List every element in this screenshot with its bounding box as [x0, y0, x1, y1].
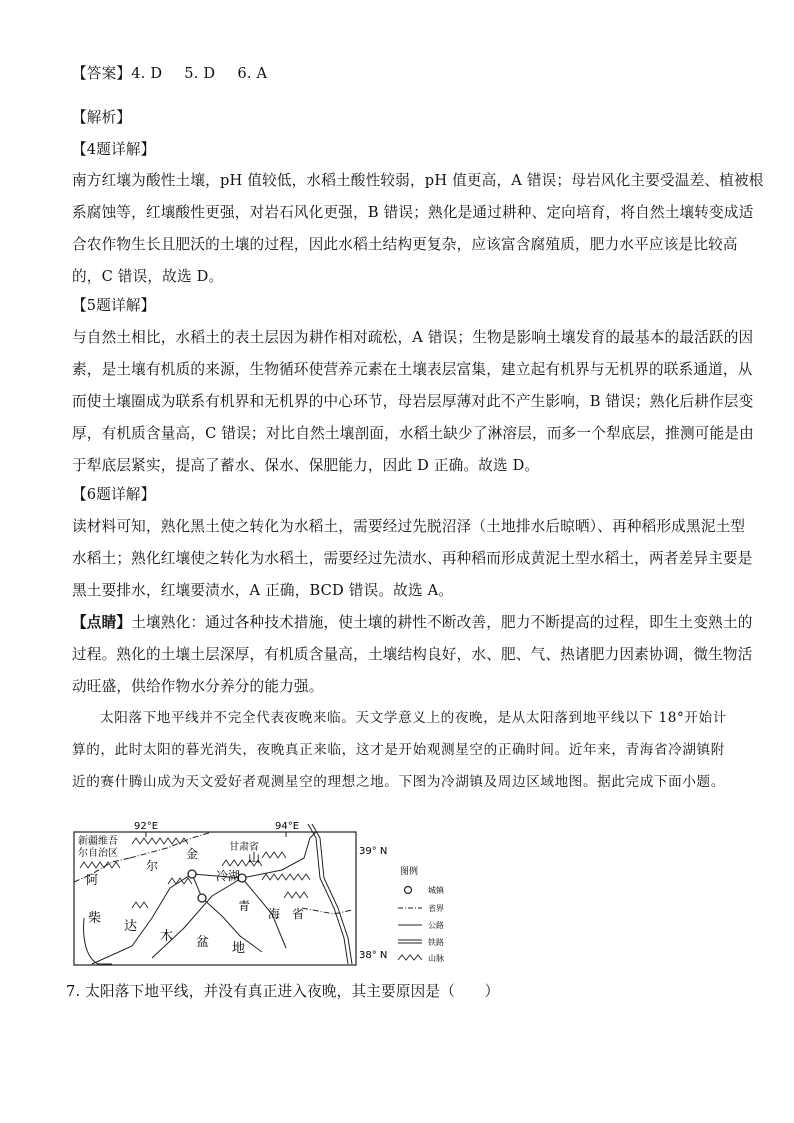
label-pen: 盆	[196, 935, 210, 950]
label-hai: 海	[268, 907, 281, 921]
label-qing: 青	[238, 899, 251, 913]
legend-rail: 铁路	[428, 938, 444, 947]
q5-line-1: 与自然土相比，水稻土的表土层因为耕作相对疏松，A 错误；生物是影响土壤发育的最基本的最活跃的因	[72, 329, 754, 346]
tip-line-3: 动旺盛，供给作物水分养分的能力强。	[72, 678, 324, 695]
label-94e: 94°E	[275, 821, 300, 832]
label-lenghu: 冷湖	[216, 869, 241, 883]
tip-title: 【点睛】	[72, 614, 132, 631]
legend-border: 省界	[428, 904, 444, 913]
lenghu-region-map	[72, 818, 472, 970]
label-shan: 山	[248, 851, 261, 865]
province-border-west	[74, 858, 130, 882]
q5-title: 【5题详解】	[72, 297, 156, 314]
answer-q4: 4. D	[131, 65, 163, 82]
label-92e: 92°E	[134, 821, 159, 832]
legend-road: 公路	[428, 921, 444, 930]
label-mu: 木	[160, 929, 174, 944]
label-xinjiang-2: 尔自治区	[78, 848, 118, 859]
legend-mountain: 山脉	[428, 954, 444, 963]
q5-line-4: 厚，有机质含量高，C 错误；对比自然土壤剖面，水稻土缺少了淋溶层，而多一个犁底层，推测可能是由	[72, 425, 754, 442]
q5-line-2: 素，是土壤有机质的来源，生物循环使营养元素在土壤表层富集，建立起有机界与无机界的联系通道，从	[72, 361, 753, 378]
label-39n: 39° N	[359, 846, 388, 857]
analysis-title: 【解析】	[72, 109, 132, 126]
answer-tag: 【答案】	[72, 65, 132, 82]
q4-line-4: 的，C 错误，故选 D。	[72, 268, 224, 285]
question-7: 7. 太阳落下地平线，并没有真正进入夜晚，其主要原因是（ ）	[66, 983, 500, 1000]
q6-title: 【6题详解】	[72, 486, 156, 503]
label-jin: 金	[186, 847, 199, 861]
q6-line-1: 读材料可知，熟化黑土使之转化为水稻土，需要经过先脱沼泽（土地排水后晾晒）、再种稻形成黑泥土型	[72, 518, 746, 535]
q4-line-2: 系腐蚀等，红壤酸性更强，对岩石风化更强，B 错误；熟化是通过耕种、定向培育，将自然土壤转变成适	[72, 204, 754, 221]
answer-q5: 5. D	[184, 65, 216, 82]
q4-line-3: 合农作物生长且肥沃的土壤的过程，因此水稻土结构更复杂，应该富含腐殖质，肥力水平应该是比较高	[72, 236, 738, 253]
label-sheng: 省	[292, 907, 305, 921]
label-di: 地	[232, 941, 246, 956]
answer-line	[72, 64, 724, 84]
q6-line-2: 水稻土；熟化红壤使之转化为水稻土，需要经过先渍水、再种稻而形成黄泥土型水稻土，两者差异主要是	[72, 550, 753, 567]
q5-line-5: 于犁底层紧实，提高了蓄水、保水、保肥能力，因此 D 正确。故选 D。	[72, 457, 540, 474]
town-3	[198, 894, 206, 902]
q5-line-3: 而使土壤圈成为联系有机界和无机界的中心环节，母岩层厚薄对此不产生影响，B 错误；熟化后耕作层变	[72, 393, 754, 410]
tip-line-1	[72, 613, 753, 633]
legend-town: 城镇	[428, 886, 444, 895]
tip-line-2: 过程。熟化的土壤土层深厚，有机质含量高，土壤结构良好，水、肥、气、热诸肥力因素协调，微生物活	[72, 646, 753, 663]
legend-town-icon	[405, 887, 412, 894]
label-da: 达	[124, 919, 138, 934]
label-gansu: 甘肃省	[229, 842, 259, 853]
label-xinjiang-1: 新疆维吾	[78, 836, 118, 847]
material-line-1: 太阳落下地平线并不完全代表夜晚来临。天文学意义上的夜晚，是从太阳落到地平线以下 18°开始计	[100, 710, 727, 726]
label-a: 阿	[86, 873, 99, 887]
label-chai: 柴	[88, 911, 102, 926]
legend-title: 图例	[400, 867, 419, 877]
railway	[308, 824, 352, 964]
label-er: 尔	[146, 859, 159, 873]
q4-line-1: 南方红壤为酸性土壤，pH 值较低，水稻土酸性较弱，pH 值更高，A 错误；母岩风化主要受温差、植被根	[72, 172, 764, 189]
q4-title: 【4题详解】	[72, 141, 156, 158]
material-line-3: 近的赛什腾山成为天文爱好者观测星空的理想之地。下图为冷湖镇及周边区域地图。据此完成下面小题。	[72, 774, 725, 790]
legend-mountain-icon	[398, 955, 422, 960]
tip-text-1: 土壤熟化：通过各种技术措施，使土壤的耕性不断改善，肥力不断提高的过程，即生土变熟土的	[131, 614, 753, 631]
town-1	[188, 870, 196, 878]
label-38n: 38° N	[359, 950, 388, 961]
q6-line-3: 黑土要排水，红壤要渍水，A 正确，BCD 错误。故选 A。	[72, 582, 454, 599]
material-line-2: 算的，此时太阳的暮光消失，夜晚真正来临，这才是开始观测星空的正确时间。近年来，青海省冷湖镇附	[72, 742, 725, 758]
map-legend	[398, 865, 445, 963]
answer-q6: 6. A	[237, 65, 268, 82]
